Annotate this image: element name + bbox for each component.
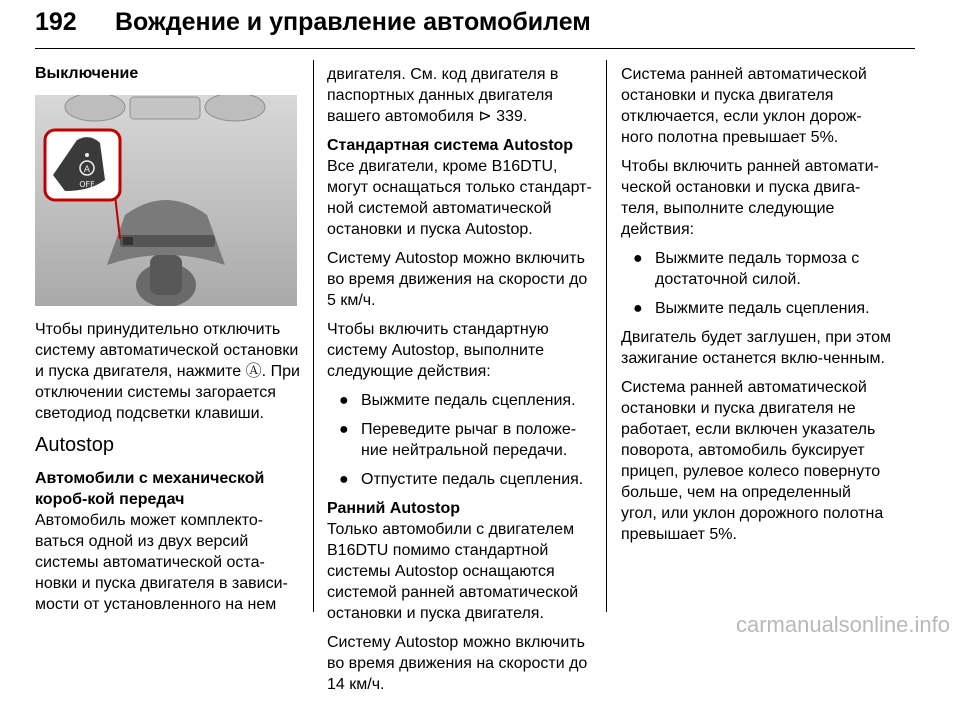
page-header (35, 8, 915, 48)
page-ref-arrow-icon: ⊳ (478, 108, 492, 125)
list-item-text: Выжмите педаль сцепления. (361, 392, 576, 409)
watermark: carmanualsonline.info (735, 612, 950, 637)
column-left-body (35, 319, 300, 623)
heading-autostop: Autostop (35, 434, 114, 456)
early-steps-list (621, 248, 891, 319)
bullet-icon: ● (339, 471, 349, 488)
section-title-shutdown: Выключение (35, 65, 139, 82)
list-item (621, 248, 891, 290)
text-segment: двигателя. См. код двигателя в паспортных данных двигателя вашего автомобиля (327, 66, 559, 125)
column-divider (606, 60, 607, 612)
column-left (35, 64, 300, 88)
paragraph-early-speed: Систему Autostop можно включить во время движения на скорости до 14 км/ч. (327, 634, 588, 693)
paragraph-disable-autostop (35, 319, 300, 424)
paragraph-early-limitations: Система ранней автоматической остановки и пуска двигателя не работает, если включен указатель поворота, автомобиль буксирует прицеп, рулевое колесо повернуто больше, чем на определенный угол, или уклон дорожного полотна превышает 5%. (621, 379, 884, 543)
text-segment: 339. (491, 108, 528, 125)
list-item-text: Переведите рычаг в положе-ние нейтральной передачи. (361, 421, 577, 459)
bullet-icon: ● (633, 300, 643, 317)
header-divider (35, 48, 915, 49)
paragraph-early-engines: Только автомобили с двигателем B16DTU помимо стандартной системы Autostop оснащаются системой ранней автоматической остановки и пуска двигателя. (327, 521, 579, 622)
heading-early-autostop: Ранний Autostop (327, 500, 461, 517)
paragraph-standard-enable: Чтобы включить стандартную систему Autostop, выполните следующие действия: (327, 321, 549, 380)
list-item-text: Выжмите педаль сцепления. (655, 300, 870, 317)
svg-text:A: A (83, 165, 91, 175)
page-title: Вождение и управление автомобилем (115, 8, 591, 36)
paragraph-engine-code (327, 64, 595, 127)
list-item-text: Отпустите педаль сцепления. (361, 471, 584, 488)
paragraph-engine-stopped: Двигатель будет заглушен, при этом зажигание останется вклю-ченным. (621, 329, 892, 367)
list-item (327, 469, 595, 490)
bullet-icon: ● (339, 392, 349, 409)
paragraph-early-enable: Чтобы включить ранней автомати-ческой остановки и пуска двига-теля, выполните следующие действия: (621, 158, 879, 238)
bullet-icon: ● (633, 250, 643, 267)
column-middle (327, 64, 595, 703)
page-number: 192 (35, 8, 77, 36)
text-segment: Чтобы принудительно отключить систему автоматической остановки и пуска двигателя, нажмите (35, 321, 299, 380)
paragraph-standard-engines: Все двигатели, кроме B16DTU, могут оснащаться только стандарт-ной системой автоматической остановки и пуска Autostop. (327, 158, 592, 238)
list-item-text: Выжмите педаль тормоза с достаточной силой. (655, 250, 860, 288)
autostop-icon: Ⓐ (245, 363, 262, 380)
autostop-button-photo (35, 95, 297, 306)
column-divider (313, 60, 314, 612)
off-label: OFF (79, 180, 95, 189)
heading-manual-gearbox: Автомобили с механической короб-кой передач (35, 470, 265, 508)
paragraph-early-slope: Система ранней автоматической остановки и пуска двигателя отключается, если уклон дорож-ного полотна превышает 5%. (621, 66, 867, 146)
console-illustration (35, 95, 297, 306)
paragraph-standard-speed: Систему Autostop можно включить во время движения на скорости до 5 км/ч. (327, 250, 588, 309)
column-right (621, 64, 891, 553)
paragraph-versions: Автомобиль может комплекто-ваться одной из двух версий системы автоматической оста-новки и пуска двигателя в зависи-мости от установленного на нем (35, 512, 288, 613)
list-item (621, 298, 891, 319)
bullet-icon: ● (339, 421, 349, 438)
text-segment: . При отключении системы загорается светодиод подсветки клавиши. (35, 363, 300, 422)
standard-steps-list (327, 390, 595, 490)
list-item (327, 390, 595, 411)
list-item (327, 419, 595, 461)
heading-standard-autostop: Стандартная система Autostop (327, 137, 574, 154)
